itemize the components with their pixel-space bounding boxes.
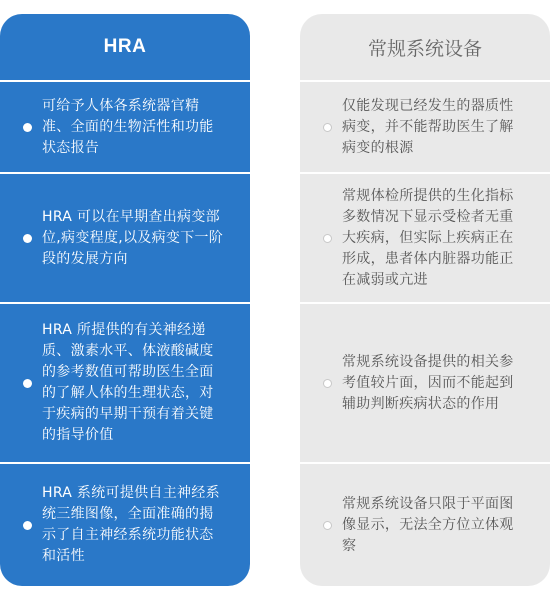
conventional-row-text: 常规系统设备只限于平面图像显示，无法全方位立体观察	[342, 495, 514, 554]
hra-row-text: 可给予人体各系统器官精准、全面的生物活性和功能状态报告	[42, 97, 214, 156]
bullet-icon	[323, 234, 332, 243]
bullet-icon	[323, 379, 332, 388]
hra-row	[0, 80, 250, 172]
bullet-icon	[23, 521, 32, 530]
hra-column-title: HRA	[103, 36, 147, 57]
bullet-icon	[323, 123, 332, 132]
hra-row-text: HRA 可以在早期查出病变部位,病变程度,以及病变下一阶段的发展方向	[42, 208, 224, 267]
conventional-column-title: 常规系统设备	[367, 37, 482, 60]
conventional-row-text: 常规体检所提供的生化指标多数情况下显示受检者无重大疾病，但实际上疾病正在形成，患者体内脏器功能正在减弱或亢进	[342, 187, 514, 288]
conventional-row-text: 常规系统设备提供的相关参考值较片面，因而不能起到辅助判断疾病状态的作用	[342, 353, 514, 412]
conventional-row	[300, 302, 550, 462]
conventional-row	[300, 172, 550, 302]
bullet-icon	[323, 521, 332, 530]
hra-row	[0, 302, 250, 462]
bullet-icon	[23, 234, 32, 243]
hra-row-text: HRA 所提供的有关神经递质、激素水平、体液酸碱度的参考数值可帮助医生全面的了解人体的生理状态，对于疾病的早期干预有着关键的指导价值	[42, 322, 214, 443]
conventional-row-text: 仅能发现已经发生的器质性病变，并不能帮助医生了解病变的根源	[342, 97, 514, 156]
bullet-icon	[23, 379, 32, 388]
conventional-row	[300, 80, 550, 172]
hra-row	[0, 462, 250, 586]
conventional-row	[300, 462, 550, 586]
hra-row-text: HRA 系统可提供自主神经系统三维图像，全面准确的揭示了自主神经系统功能状态和活性	[42, 485, 220, 564]
hra-column	[0, 14, 250, 586]
bullet-icon	[23, 123, 32, 132]
hra-row	[0, 172, 250, 302]
conventional-column	[300, 14, 550, 586]
